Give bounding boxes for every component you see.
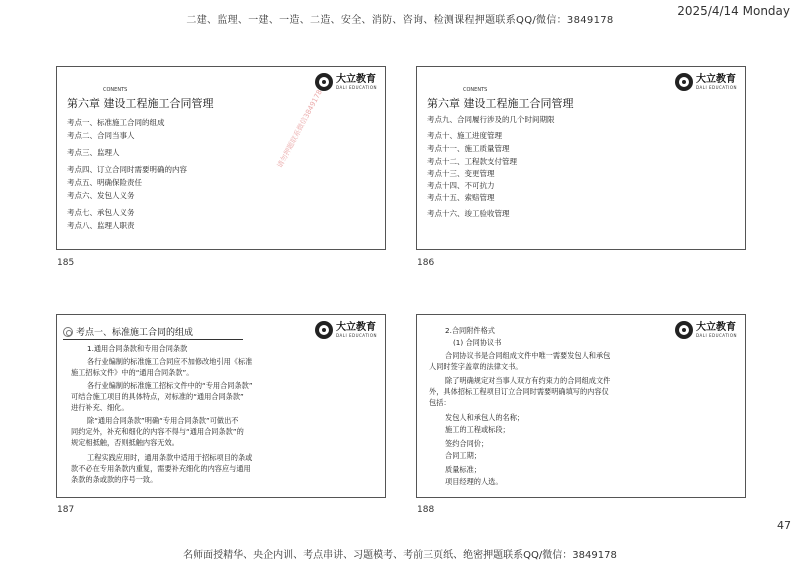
list-item: 考点七、承包人义务 xyxy=(67,208,135,217)
logo xyxy=(315,321,377,339)
slide-186 xyxy=(416,66,746,250)
list-item: 考点六、发包人义务 xyxy=(67,191,135,200)
dali-logo-icon xyxy=(675,321,693,339)
para-line: 2.合同附件格式 xyxy=(445,326,495,335)
para-line: 发包人和承包人的名称； xyxy=(445,413,525,422)
para-line: 进行补充、细化。 xyxy=(71,403,129,412)
list-item: 考点十二、工程款支付管理 xyxy=(427,157,517,166)
chapter-title: 第六章 建设工程施工合同管理 xyxy=(427,97,574,110)
list-item: 考点一、标准施工合同的组成 xyxy=(67,118,165,127)
para-line: 施工的工程或标段； xyxy=(445,425,510,434)
list-item: 考点十一、施工质量管理 xyxy=(427,144,510,153)
slide-number: 188 xyxy=(417,505,435,515)
list-item: 考点十五、索赔管理 xyxy=(427,193,495,202)
slide-number: 187 xyxy=(57,505,75,515)
slide-number: 185 xyxy=(57,258,75,268)
para-line: 包括： xyxy=(429,398,451,407)
logo-cn: 大立教育 xyxy=(336,73,377,85)
conents-label: CONENTS xyxy=(463,87,488,93)
para-line: 项目经理的人选。 xyxy=(445,477,503,486)
para-line: 同约定外，补充和细化的内容不得与“通用合同条款”的 xyxy=(71,427,244,436)
logo-en: DALI EDUCATION xyxy=(336,332,377,338)
list-item: 考点五、明确保险责任 xyxy=(67,178,142,187)
logo xyxy=(675,321,737,339)
conents-label: CONENTS xyxy=(103,87,128,93)
dali-logo-icon xyxy=(675,73,693,91)
para-line: 可结合施工项目的具体特点，对标准的“通用合同条款” xyxy=(71,392,244,401)
date-stamp: 2025/4/14 Monday xyxy=(677,4,790,18)
para-line: 合同协议书是合同组成文件中唯一需要发包人和承包 xyxy=(445,351,611,360)
chapter-title: 第六章 建设工程施工合同管理 xyxy=(67,97,214,110)
page-footer: 名师面授精华、央企内训、考点串讲、习题模考、考前三页纸、绝密押题联系QQ/微信：3849178 xyxy=(183,550,617,561)
para-line: (1) 合同协议书 xyxy=(453,338,502,347)
dali-logo-icon xyxy=(315,321,333,339)
target-bullet-icon xyxy=(63,327,73,337)
section-title-text: 考点一、标准施工合同的组成 xyxy=(76,328,194,338)
list-item: 考点十六、竣工验收管理 xyxy=(427,209,510,218)
list-item: 考点三、监理人 xyxy=(67,148,120,157)
para-line: 外，具体招标工程项目订立合同时需要明确填写的内容仅 xyxy=(429,387,609,396)
list-item: 考点二、合同当事人 xyxy=(67,131,135,140)
list-item: 考点十三、变更管理 xyxy=(427,169,495,178)
slide-188 xyxy=(416,314,746,498)
para-line: 各行业编制的标准施工合同应不加修改地引用《标准 xyxy=(87,357,253,366)
list-item: 考点十四、不可抗力 xyxy=(427,181,495,190)
list-item: 考点四、订立合同时需要明确的内容 xyxy=(67,165,187,174)
para-line: 1.通用合同条款和专用合同条款 xyxy=(87,344,188,353)
logo-en: DALI EDUCATION xyxy=(336,84,377,90)
para-line: 质量标准； xyxy=(445,465,481,474)
para-line: 各行业编制的标准施工招标文件中的“专用合同条款” xyxy=(87,381,253,390)
section-title xyxy=(63,325,193,338)
logo xyxy=(675,73,737,91)
logo-cn: 大立教育 xyxy=(336,321,377,333)
para-line: 规定相抵触，否则抵触内容无效。 xyxy=(71,438,179,447)
para-line: 除了明确规定对当事人双方有约束力的合同组成文件 xyxy=(445,376,611,385)
para-line: 工程实践应用时，通用条款中适用于招标项目的条或 xyxy=(87,453,253,462)
title-underline xyxy=(63,339,243,340)
para-line: 施工招标文件》中的“通用合同条款”。 xyxy=(71,368,194,377)
para-line: 条款的条或款的序号一致。 xyxy=(71,475,158,484)
slide-number: 186 xyxy=(417,258,435,268)
para-line: 除“通用合同条款”明确“专用合同条款”可做出不 xyxy=(87,416,239,425)
para-line: 签约合同价； xyxy=(445,439,489,448)
logo xyxy=(315,73,377,91)
logo-en: DALI EDUCATION xyxy=(696,332,737,338)
page-number: 47 xyxy=(777,519,791,532)
watermark-stamp: 请勿押题联系微信3849178 xyxy=(275,88,324,170)
slide-185 xyxy=(56,66,386,250)
list-item: 考点九、合同履行涉及的几个时间期限 xyxy=(427,115,555,124)
para-line: 人同时签字盖章的法律文书。 xyxy=(429,362,523,371)
logo-en: DALI EDUCATION xyxy=(696,84,737,90)
logo-cn: 大立教育 xyxy=(696,321,737,333)
list-item: 考点十、施工进度管理 xyxy=(427,131,502,140)
slide-187 xyxy=(56,314,386,498)
para-line: 款不必在专用条款内重复，需要补充细化的内容应与通用 xyxy=(71,464,251,473)
logo-cn: 大立教育 xyxy=(696,73,737,85)
list-item: 考点八、监理人职责 xyxy=(67,221,135,230)
para-line: 合同工期； xyxy=(445,451,481,460)
page-header: 二建、监理、一建、一造、二造、安全、消防、咨询、检测课程押题联系QQ/微信：3849178 xyxy=(186,15,614,26)
